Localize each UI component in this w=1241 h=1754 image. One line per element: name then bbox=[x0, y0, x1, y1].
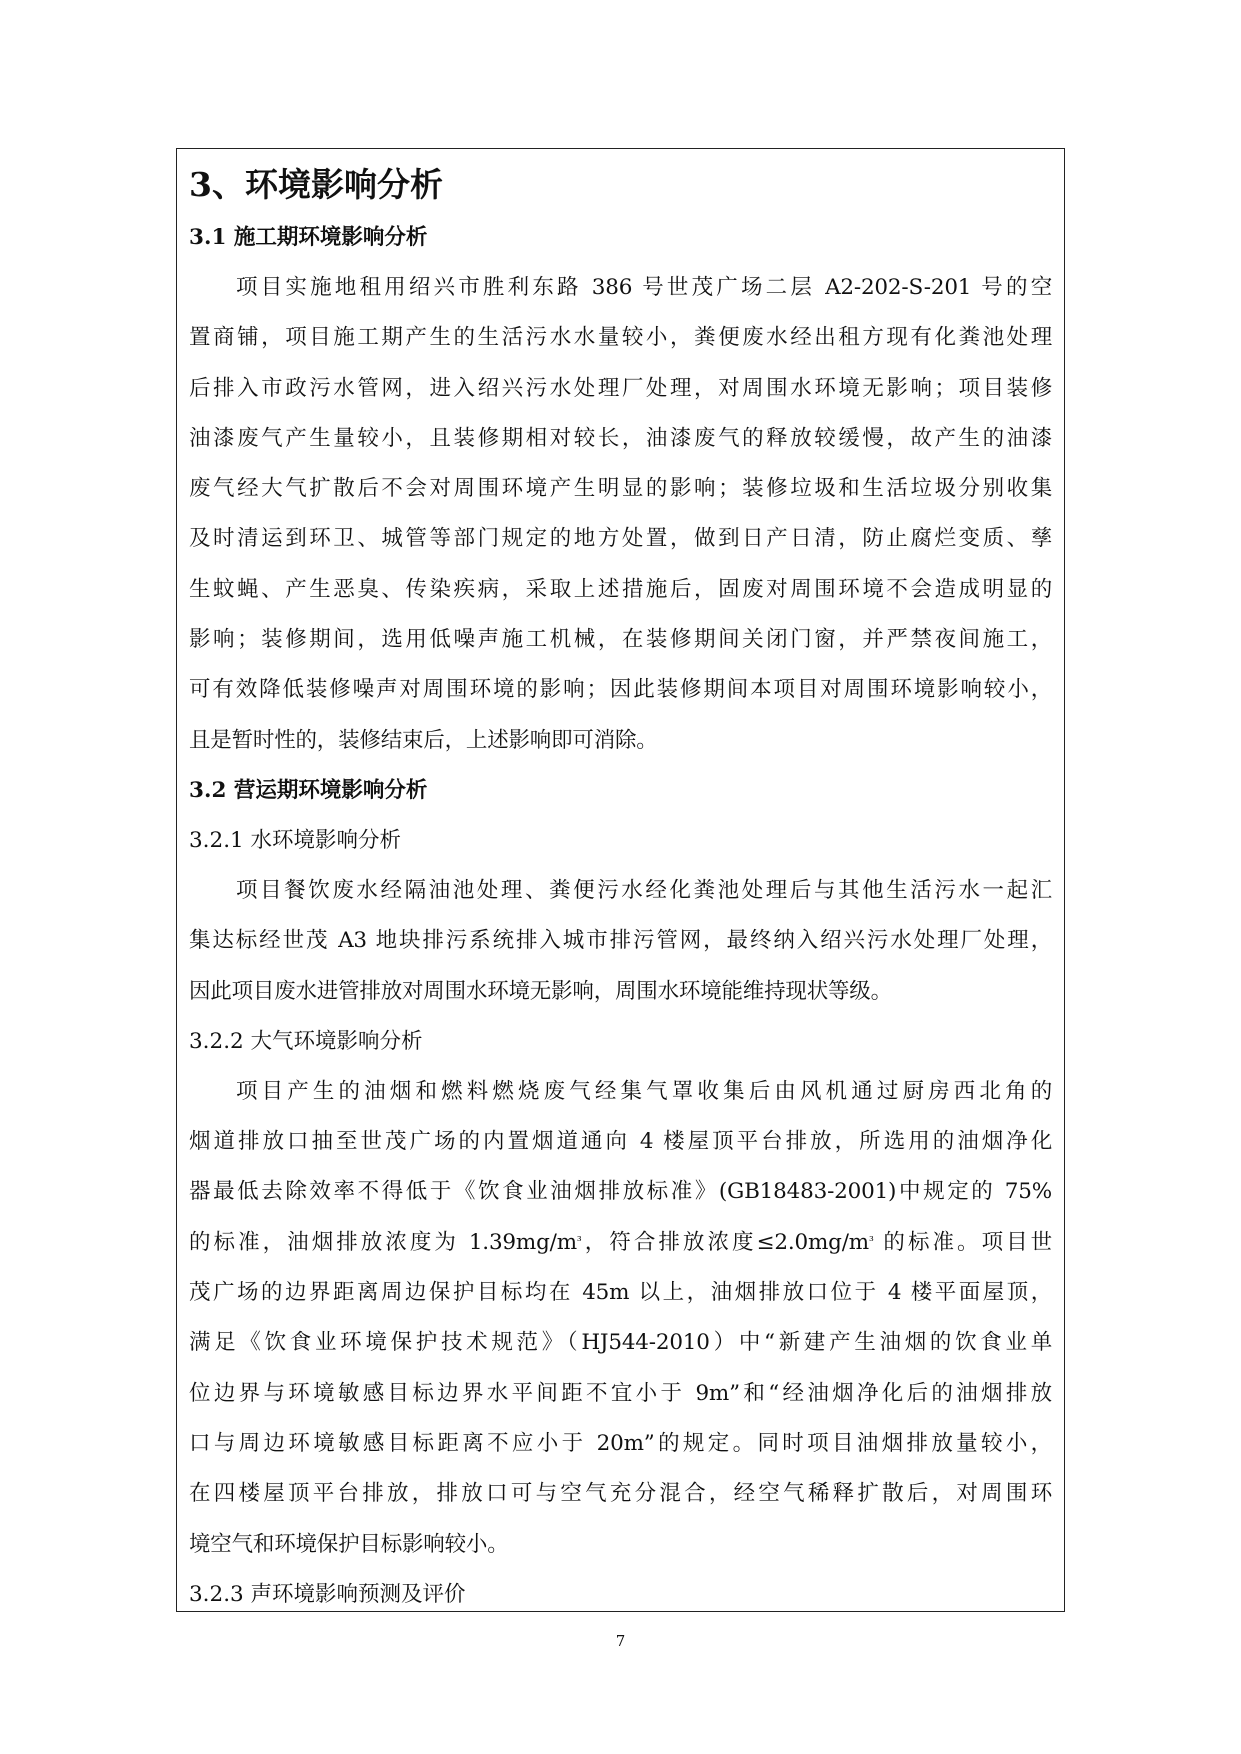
paragraph-line: 且是暂时性的，装修结束后，上述影响即可消除。 bbox=[189, 727, 658, 753]
subsection-3-2-2-paragraph bbox=[189, 1067, 1052, 1570]
paragraph-line: 置商铺，项目施工期产生的生活污水水量较小，粪便废水经出租方现有化粪池处理 bbox=[189, 325, 1052, 351]
section-title: 3、环境影响分析 bbox=[189, 165, 443, 204]
paragraph-line: 项目实施地租用绍兴市胜利东路 386 号世茂广场二层 A2-202-S-201 号的空 bbox=[236, 275, 1052, 300]
paragraph-line: 后排入市政污水管网，进入绍兴污水处理厂处理，对周围水环境无影响；项目装修 bbox=[189, 375, 1052, 401]
text-segment: ，符合排放浓度≤2.0mg/m bbox=[581, 1229, 869, 1255]
paragraph-line: 废气经大气扩散后不会对周围环境产生明显的影响；装修垃圾和生活垃圾分别收集 bbox=[189, 476, 1052, 502]
page-number: 7 bbox=[615, 1632, 626, 1650]
paragraph-line: 影响；装修期间，选用低噪声施工机械，在装修期间关闭门窗，并严禁夜间施工， bbox=[189, 627, 1052, 653]
paragraph-line: 在四楼屋顶平台排放，排放口可与空气充分混合，经空气稀释扩散后，对周围环 bbox=[189, 1481, 1052, 1507]
section-3-1-heading: 3.1 施工期环境影响分析 bbox=[189, 225, 428, 250]
section-3-1-paragraph bbox=[189, 263, 1052, 766]
paragraph-line: 生蚊蝇、产生恶臭、传染疾病，采取上述措施后，固废对周围环境不会造成明显的 bbox=[189, 576, 1052, 602]
paragraph-line: 项目产生的油烟和燃料燃烧废气经集气罩收集后由风机通过厨房西北角的 bbox=[236, 1078, 1052, 1104]
paragraph-line-with-units bbox=[189, 1218, 1052, 1268]
paragraph-line: 集达标经世茂 A3 地块排污系统排入城市排污管网，最终纳入绍兴污水处理厂处理， bbox=[189, 928, 1052, 954]
paragraph-line: 境空气和环境保护目标影响较小。 bbox=[189, 1531, 509, 1557]
subsection-3-2-2-heading: 3.2.2 大气环境影响分析 bbox=[189, 1028, 423, 1054]
text-segment: 的标准，油烟排放浓度为 1.39mg/m bbox=[189, 1229, 577, 1255]
subsection-3-2-1-heading: 3.2.1 水环境影响分析 bbox=[189, 827, 402, 853]
paragraph-line: 器最低去除效率不得低于《饮食业油烟排放标准》(GB18483-2001)中规定的 75% bbox=[189, 1179, 1052, 1205]
subsection-3-2-1-paragraph bbox=[189, 866, 1052, 1017]
superscript-3: ³ bbox=[576, 1233, 582, 1248]
paragraph-line: 可有效降低装修噪声对周围环境的影响；因此装修期间本项目对周围环境影响较小， bbox=[189, 677, 1052, 703]
paragraph-line: 茂广场的边界距离周边保护目标均在 45m 以上，油烟排放口位于 4 楼平面屋顶， bbox=[189, 1280, 1052, 1306]
paragraph-line: 满足《饮食业环境保护技术规范》（HJ544-2010）中“新建产生油烟的饮食业单 bbox=[189, 1330, 1052, 1356]
paragraph-line: 烟道排放口抽至世茂广场的内置烟道通向 4 楼屋顶平台排放，所选用的油烟净化 bbox=[189, 1129, 1052, 1155]
content-frame bbox=[176, 148, 1065, 1612]
paragraph-line: 位边界与环境敏感目标边界水平间距不宜小于 9m”和“经油烟净化后的油烟排放 bbox=[189, 1380, 1052, 1406]
superscript-3: ³ bbox=[868, 1233, 874, 1248]
subsection-3-2-3-heading: 3.2.3 声环境影响预测及评价 bbox=[189, 1581, 466, 1607]
text-segment: 的标准。项目世 bbox=[873, 1229, 1052, 1255]
section-3-2-heading: 3.2 营运期环境影响分析 bbox=[189, 777, 428, 803]
paragraph-line: 油漆废气产生量较小，且装修期相对较长，油漆废气的释放较缓慢，故产生的油漆 bbox=[189, 425, 1052, 451]
paragraph-line: 项目餐饮废水经隔油池处理、粪便污水经化粪池处理后与其他生活污水一起汇 bbox=[236, 877, 1052, 903]
paragraph-line: 及时清运到环卫、城管等部门规定的地方处置，做到日产日清，防止腐烂变质、孳 bbox=[189, 526, 1052, 552]
paragraph-line: 因此项目废水进管排放对周围水环境无影响，周围水环境能维持现状等级。 bbox=[189, 978, 892, 1004]
paragraph-line: 口与周边环境敏感目标距离不应小于 20m”的规定。同时项目油烟排放量较小， bbox=[189, 1430, 1052, 1456]
